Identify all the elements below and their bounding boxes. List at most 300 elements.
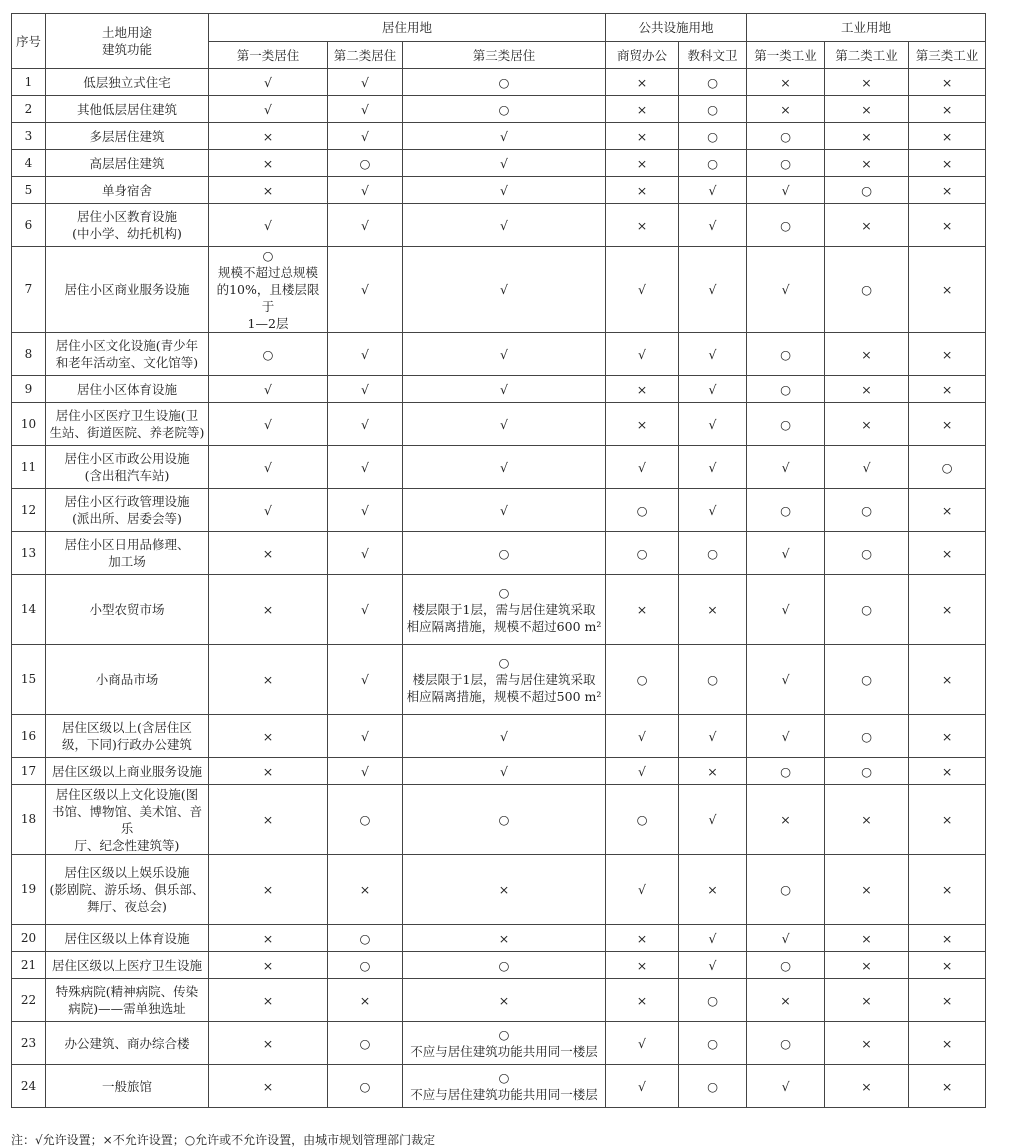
permission-symbol: √ (781, 672, 790, 687)
permission-cell (909, 645, 986, 715)
row-number: 4 (12, 150, 46, 177)
permission-symbol: × (262, 957, 274, 973)
permission-cell (403, 489, 606, 532)
permission-symbol: × (262, 930, 274, 946)
building-function-line: 居住小区体育设施 (76, 381, 177, 397)
permission-symbol: √ (708, 282, 717, 297)
row-number: 18 (12, 785, 46, 855)
building-function (46, 376, 209, 403)
permission-symbol: × (780, 74, 791, 90)
permission-symbol: √ (862, 459, 871, 475)
permission-cell (825, 925, 909, 952)
table-row (12, 855, 986, 925)
permission-cell (747, 758, 825, 785)
permission-cell (679, 123, 747, 150)
permission-symbol: × (780, 101, 791, 117)
permission-cell (403, 785, 606, 855)
permission-cell (209, 123, 328, 150)
table-row (12, 96, 986, 123)
permission-cell (403, 645, 606, 715)
permission-cell (606, 123, 679, 150)
permission-symbol: × (498, 930, 510, 946)
permission-symbol: × (359, 882, 371, 897)
permission-cell (825, 715, 909, 758)
row-number: 14 (12, 575, 46, 645)
permission-symbol: × (636, 602, 648, 617)
permission-symbol: √ (500, 728, 508, 744)
permission-cell (328, 69, 403, 96)
permission-symbol: × (861, 992, 872, 1008)
permission-cell (679, 758, 747, 785)
permission-condition: 楼层限于1层，需与居住建筑采取 (412, 672, 596, 687)
permission-symbol: √ (361, 728, 369, 744)
building-function-line: 居住区级以上娱乐设施 (64, 865, 190, 880)
permission-cell (328, 204, 403, 247)
permission-cell (679, 645, 747, 715)
permission-symbol: × (262, 882, 274, 897)
building-function (46, 1065, 209, 1108)
permission-cell (747, 645, 825, 715)
building-function-line: 居住小区市政公用设施 (64, 451, 190, 466)
permission-cell (328, 247, 403, 333)
permission-symbol: × (941, 182, 953, 198)
permission-symbol: √ (264, 381, 272, 397)
permission-symbol: ○ (262, 248, 274, 263)
permission-symbol: √ (708, 459, 717, 475)
permission-symbol: ○ (359, 812, 371, 827)
permission-cell (328, 532, 403, 575)
permission-cell (747, 333, 825, 376)
permission-symbol: × (861, 155, 872, 171)
permission-symbol: √ (638, 1035, 647, 1051)
permission-cell (909, 855, 986, 925)
permission-symbol: √ (500, 182, 508, 198)
permission-cell (825, 446, 909, 489)
permission-symbol: ○ (941, 459, 953, 475)
building-function (46, 645, 209, 715)
building-function-line: 加工场 (108, 554, 146, 569)
permission-cell (328, 1022, 403, 1065)
permission-symbol: × (262, 1035, 274, 1051)
building-function (46, 758, 209, 785)
permission-cell (606, 177, 679, 204)
permission-symbol: × (941, 217, 953, 233)
permission-symbol: ○ (861, 763, 872, 779)
permission-condition: 的10%，且楼层限于 (216, 282, 320, 314)
permission-symbol: × (262, 602, 274, 617)
permission-cell (679, 403, 747, 446)
building-function-line: 其他低层居住建筑 (76, 101, 177, 117)
permission-cell (909, 204, 986, 247)
permission-symbol: × (861, 346, 872, 362)
building-function-line: 居住区级以上商业服务设施 (51, 763, 202, 779)
permission-cell (209, 177, 328, 204)
permission-cell (909, 333, 986, 376)
building-function (46, 855, 209, 925)
table-row (12, 333, 986, 376)
permission-cell (909, 376, 986, 403)
row-number: 22 (12, 979, 46, 1022)
permission-symbol: ○ (780, 155, 791, 171)
permission-cell (606, 855, 679, 925)
permission-symbol: × (861, 1035, 872, 1051)
permission-symbol: × (262, 1078, 274, 1094)
building-function-line: 单身宿舍 (101, 182, 152, 198)
permission-symbol: √ (781, 182, 790, 198)
permission-cell (909, 758, 986, 785)
permission-cell (606, 715, 679, 758)
permission-cell (747, 446, 825, 489)
permission-cell (679, 204, 747, 247)
row-number: 15 (12, 645, 46, 715)
building-function (46, 925, 209, 952)
permission-cell (825, 785, 909, 855)
building-function (46, 333, 209, 376)
permission-cell (747, 96, 825, 123)
permission-symbol: √ (361, 217, 369, 233)
permission-cell (606, 96, 679, 123)
permission-symbol: × (262, 182, 274, 198)
permission-cell (825, 1065, 909, 1108)
building-function-line: 多层居住建筑 (89, 128, 165, 144)
permission-cell (679, 333, 747, 376)
permission-cell (403, 376, 606, 403)
permission-symbol: √ (500, 502, 508, 518)
permission-cell (825, 123, 909, 150)
permission-symbol: ○ (780, 957, 791, 973)
permission-symbol: × (861, 930, 872, 946)
row-number: 1 (12, 69, 46, 96)
permission-symbol: √ (708, 957, 717, 973)
permission-symbol: × (941, 930, 953, 946)
permission-symbol: ○ (780, 381, 791, 397)
permission-symbol: √ (500, 381, 508, 397)
permission-cell (909, 69, 986, 96)
building-function (46, 69, 209, 96)
permission-symbol: √ (361, 672, 369, 687)
permission-symbol: ○ (498, 812, 510, 827)
permission-symbol: √ (708, 346, 717, 362)
permission-symbol: √ (361, 545, 369, 561)
permission-symbol: √ (708, 812, 717, 827)
building-function-line: 居住小区日用品修理、 (64, 537, 190, 552)
permission-symbol: √ (638, 763, 647, 779)
permission-cell (679, 376, 747, 403)
permission-cell (606, 446, 679, 489)
table-row (12, 403, 986, 446)
permission-symbol: ○ (636, 545, 648, 561)
permission-symbol: √ (708, 930, 717, 946)
permission-condition: 相应隔离措施，规模不超过600 m² (406, 619, 602, 634)
permission-symbol: √ (638, 459, 647, 475)
permission-symbol: ○ (707, 101, 718, 117)
table-row (12, 123, 986, 150)
permission-cell (747, 532, 825, 575)
permission-symbol: × (941, 502, 953, 518)
building-function-line: 居住小区文化设施(青少年 (55, 338, 199, 353)
permission-symbol: √ (361, 763, 369, 779)
permission-cell (606, 532, 679, 575)
permission-symbol: × (498, 882, 510, 897)
permission-cell (328, 1065, 403, 1108)
permission-symbol: × (707, 882, 718, 897)
permission-cell (403, 1065, 606, 1108)
permission-symbol: × (780, 812, 791, 827)
permission-symbol: × (262, 992, 274, 1008)
permission-symbol: × (262, 155, 274, 171)
permission-symbol: ○ (707, 545, 718, 561)
permission-cell (606, 575, 679, 645)
building-function-line: 居住小区行政管理设施 (64, 494, 190, 509)
permission-symbol: ○ (359, 1078, 371, 1094)
permission-symbol: × (861, 101, 872, 117)
permission-cell (679, 150, 747, 177)
permission-cell (209, 855, 328, 925)
permission-cell (825, 204, 909, 247)
row-number: 8 (12, 333, 46, 376)
permission-cell (328, 979, 403, 1022)
building-function (46, 446, 209, 489)
building-function (46, 123, 209, 150)
row-number: 6 (12, 204, 46, 247)
permission-cell (403, 715, 606, 758)
permission-symbol: ○ (861, 282, 872, 297)
permission-cell (328, 785, 403, 855)
permission-cell (328, 925, 403, 952)
permission-cell (909, 1065, 986, 1108)
permission-symbol: ○ (861, 502, 872, 518)
permission-symbol: ○ (498, 655, 510, 670)
row-number: 2 (12, 96, 46, 123)
permission-symbol: √ (781, 282, 790, 297)
permission-symbol: √ (500, 155, 508, 171)
permission-cell (606, 150, 679, 177)
permission-condition: 不应与居住建筑功能共用同一楼层 (410, 1044, 598, 1059)
permission-cell (403, 150, 606, 177)
building-function (46, 575, 209, 645)
permission-cell (403, 446, 606, 489)
permission-cell (825, 333, 909, 376)
permission-symbol: √ (500, 217, 508, 233)
building-function (46, 177, 209, 204)
permission-cell (747, 855, 825, 925)
row-number: 23 (12, 1022, 46, 1065)
permission-cell (328, 855, 403, 925)
row-number: 20 (12, 925, 46, 952)
permission-symbol: √ (361, 282, 369, 297)
permission-cell (606, 758, 679, 785)
permission-symbol: × (707, 602, 718, 617)
building-function-line: 办公建筑、商办综合楼 (64, 1035, 190, 1051)
permission-symbol: × (262, 728, 274, 744)
permission-symbol: ○ (707, 128, 718, 144)
permission-symbol: × (861, 381, 872, 397)
permission-symbol: ○ (359, 957, 371, 973)
permission-cell (825, 979, 909, 1022)
permission-cell (825, 376, 909, 403)
permission-cell (209, 645, 328, 715)
permission-symbol: × (941, 416, 953, 432)
permission-symbol: × (636, 217, 648, 233)
header-sub-edu-culture-health: 教科文卫 (679, 42, 747, 69)
permission-symbol: × (861, 128, 872, 144)
table-row (12, 758, 986, 785)
permission-cell (328, 758, 403, 785)
permission-cell (209, 489, 328, 532)
permission-cell (747, 204, 825, 247)
building-function (46, 1022, 209, 1065)
permission-symbol: ○ (707, 1078, 718, 1094)
permission-symbol: ○ (498, 1027, 510, 1042)
permission-cell (909, 446, 986, 489)
permission-symbol: × (636, 74, 648, 90)
header-function-line1: 土地用途 (101, 25, 152, 40)
building-function (46, 532, 209, 575)
permission-symbol: × (636, 930, 648, 946)
permission-cell (825, 1022, 909, 1065)
permission-cell (747, 575, 825, 645)
permission-cell (909, 123, 986, 150)
permission-symbol: ○ (780, 217, 791, 233)
permission-cell (403, 177, 606, 204)
permission-cell (209, 333, 328, 376)
permission-cell (747, 1065, 825, 1108)
building-function-line: 生站、街道医院、养老院等) (49, 425, 205, 440)
permission-cell (606, 979, 679, 1022)
permission-cell (747, 177, 825, 204)
building-function-line: 低层独立式住宅 (83, 74, 171, 90)
table-row (12, 952, 986, 979)
permission-cell (328, 403, 403, 446)
building-function-line: 居住小区商业服务设施 (64, 282, 190, 297)
permission-symbol: ○ (861, 182, 872, 198)
permission-symbol: √ (361, 128, 369, 144)
permission-symbol: × (636, 416, 648, 432)
permission-cell (209, 376, 328, 403)
permission-symbol: × (636, 381, 648, 397)
row-number: 10 (12, 403, 46, 446)
permission-symbol: √ (361, 416, 369, 432)
permission-symbol: × (636, 182, 648, 198)
permission-symbol: ○ (359, 155, 371, 171)
permission-symbol: × (861, 957, 872, 973)
building-function-line: 书馆、博物馆、美术馆、音乐 (51, 803, 202, 836)
permission-condition: 相应隔离措施，规模不超过500 m² (406, 689, 602, 704)
permission-symbol: ○ (498, 957, 510, 973)
permission-cell (909, 952, 986, 979)
permission-cell (403, 758, 606, 785)
permission-cell (825, 575, 909, 645)
permission-cell (209, 1022, 328, 1065)
permission-cell (679, 489, 747, 532)
permission-symbol: ○ (636, 672, 648, 687)
permission-cell (403, 855, 606, 925)
building-function (46, 150, 209, 177)
header-sub-industrial-2: 第二类工业 (825, 42, 909, 69)
permission-symbol: × (941, 346, 953, 362)
building-function (46, 204, 209, 247)
permission-symbol: √ (708, 182, 717, 198)
building-function-line: 居住小区教育设施 (76, 209, 177, 224)
permission-symbol: ○ (359, 1035, 371, 1051)
table-row (12, 532, 986, 575)
permission-symbol: √ (361, 602, 369, 617)
permission-symbol: × (941, 128, 953, 144)
permission-symbol: √ (708, 381, 717, 397)
permission-symbol: √ (781, 728, 790, 744)
permission-symbol: ○ (636, 812, 648, 827)
permission-cell (328, 952, 403, 979)
permission-symbol: × (861, 74, 872, 90)
permission-symbol: × (941, 602, 953, 617)
permission-cell (328, 446, 403, 489)
row-number: 7 (12, 247, 46, 333)
permission-symbol: ○ (498, 585, 510, 600)
permission-cell (679, 952, 747, 979)
permission-cell (328, 177, 403, 204)
permission-cell (209, 925, 328, 952)
permission-cell (825, 96, 909, 123)
table-row (12, 69, 986, 96)
permission-cell (825, 403, 909, 446)
permission-symbol: × (498, 992, 510, 1008)
permission-cell (328, 150, 403, 177)
table-row (12, 979, 986, 1022)
permission-cell (679, 575, 747, 645)
permission-symbol: √ (638, 346, 647, 362)
permission-cell (825, 247, 909, 333)
building-function (46, 96, 209, 123)
permission-symbol: √ (638, 882, 647, 897)
permission-symbol: ○ (707, 74, 718, 90)
permission-symbol: √ (781, 1078, 790, 1094)
permission-symbol: ○ (780, 416, 791, 432)
building-function (46, 247, 209, 333)
table-note: 注：√允许设置；×不允许设置；○允许或不允许设置，由城市规划管理部门裁定 (11, 1133, 436, 1147)
permission-cell (679, 1065, 747, 1108)
permission-symbol: × (941, 882, 953, 897)
permission-symbol: × (780, 992, 791, 1008)
permission-condition: 不应与居住建筑功能共用同一楼层 (410, 1087, 598, 1102)
permission-cell (606, 489, 679, 532)
permission-cell (909, 575, 986, 645)
permission-cell (679, 446, 747, 489)
permission-cell (328, 645, 403, 715)
permission-cell (403, 123, 606, 150)
permission-symbol: ○ (707, 1035, 718, 1051)
permission-symbol: × (941, 282, 953, 297)
permission-cell (747, 1022, 825, 1065)
permission-symbol: × (359, 992, 371, 1008)
permission-cell (606, 952, 679, 979)
permission-cell (909, 403, 986, 446)
table-row (12, 489, 986, 532)
permission-symbol: √ (500, 346, 508, 362)
header-group-industrial: 工业用地 (747, 14, 986, 42)
permission-cell (606, 204, 679, 247)
permission-symbol: ○ (636, 502, 648, 518)
permission-cell (909, 150, 986, 177)
row-number: 3 (12, 123, 46, 150)
permission-symbol: × (941, 728, 953, 744)
permission-cell (328, 489, 403, 532)
permission-cell (679, 1022, 747, 1065)
permission-cell (909, 979, 986, 1022)
table-body (12, 69, 986, 1108)
permission-symbol: √ (638, 728, 647, 744)
table-row (12, 204, 986, 247)
permission-cell (403, 69, 606, 96)
